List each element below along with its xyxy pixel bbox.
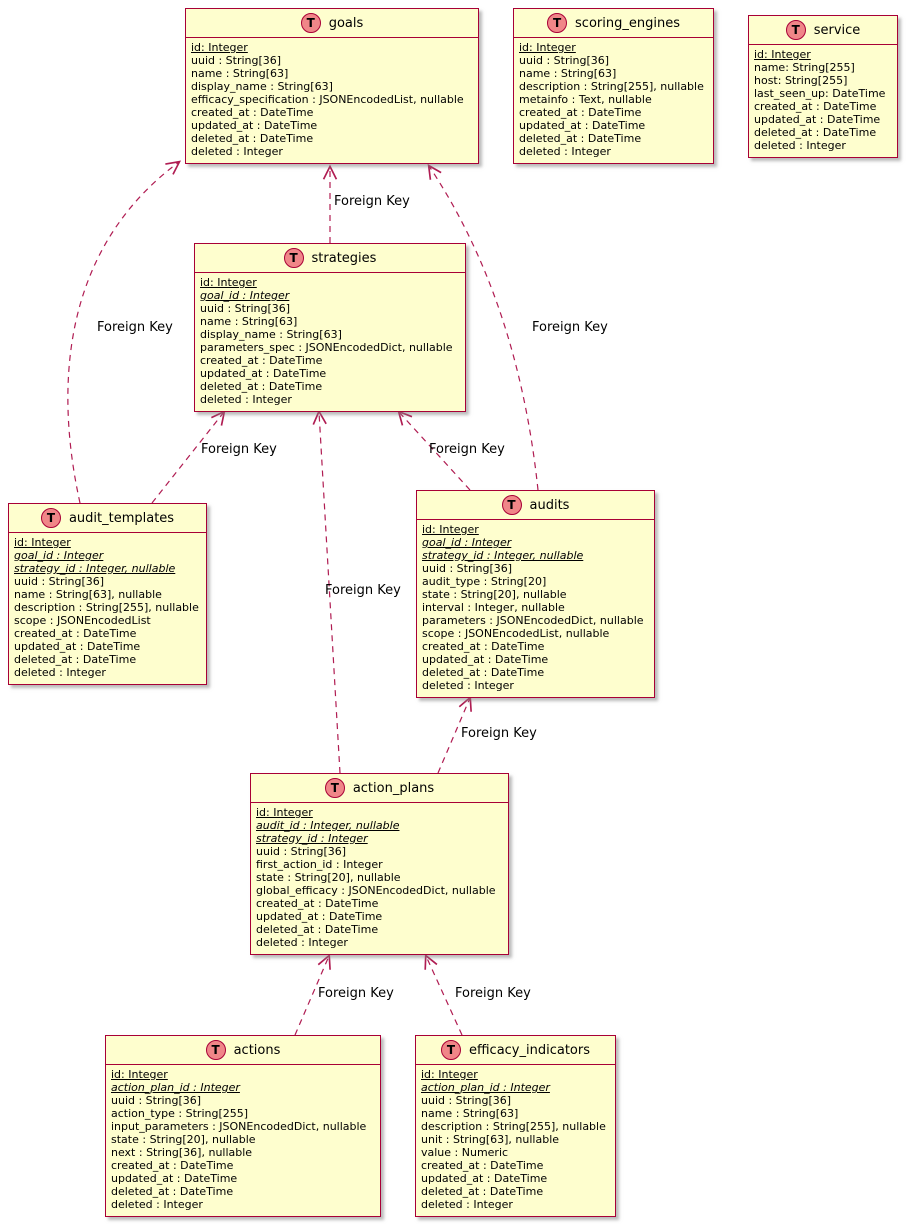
field-row-primary-key: id: Integer xyxy=(422,523,479,536)
field-row: deleted_at : DateTime xyxy=(14,653,137,666)
table-type-icon: T xyxy=(206,1040,226,1060)
field-row: deleted : Integer xyxy=(421,1198,513,1211)
field-row: deleted_at : DateTime xyxy=(421,1185,544,1198)
table-name: actions xyxy=(233,1042,281,1058)
field-row: display_name : String[63] xyxy=(191,80,333,93)
table-fields xyxy=(251,803,508,954)
field-row: deleted_at : DateTime xyxy=(191,132,314,145)
field-row: state : String[20], nullable xyxy=(256,871,401,884)
field-row-foreign-key: strategy_id : Integer xyxy=(256,832,368,845)
table-fields xyxy=(195,273,465,411)
fk-edge-label: Foreign Key xyxy=(97,320,173,335)
table-name: scoring_engines xyxy=(575,15,680,31)
field-row: deleted_at : DateTime xyxy=(200,380,323,393)
table-type-icon: T xyxy=(41,508,61,528)
table-scoring_engines xyxy=(513,8,714,164)
table-efficacy_indicators xyxy=(415,1035,616,1217)
field-row: created_at : DateTime xyxy=(519,106,642,119)
field-row: parameters_spec : JSONEncodedDict, nullable xyxy=(200,341,453,354)
table-service xyxy=(748,15,898,158)
field-row: unit : String[63], nullable xyxy=(421,1133,560,1146)
field-row-primary-key: id: Integer xyxy=(200,276,257,289)
table-type-icon: T xyxy=(547,13,567,33)
field-row: description : String[255], nullable xyxy=(421,1120,606,1133)
table-header xyxy=(749,16,897,45)
table-header xyxy=(416,1036,615,1065)
field-row: name : String[63], nullable xyxy=(14,588,162,601)
field-row: created_at : DateTime xyxy=(421,1159,544,1172)
field-row: updated_at : DateTime xyxy=(421,1172,548,1185)
table-header xyxy=(106,1036,380,1065)
field-row: metainfo : Text, nullable xyxy=(519,93,652,106)
field-row-foreign-key: strategy_id : Integer, nullable xyxy=(422,549,584,562)
table-actions xyxy=(105,1035,381,1217)
table-audit_templates xyxy=(8,503,207,685)
table-fields xyxy=(9,533,206,684)
field-row: created_at : DateTime xyxy=(200,354,323,367)
field-row: name : String[63] xyxy=(191,67,289,80)
field-row: uuid : String[36] xyxy=(422,562,513,575)
field-row-primary-key: id: Integer xyxy=(421,1068,478,1081)
field-row: deleted_at : DateTime xyxy=(754,126,877,139)
field-row: first_action_id : Integer xyxy=(256,858,383,871)
field-row: deleted : Integer xyxy=(111,1198,203,1211)
field-row: parameters : JSONEncodedDict, nullable xyxy=(422,614,644,627)
table-type-icon: T xyxy=(441,1040,461,1060)
field-row: scope : JSONEncodedList, nullable xyxy=(422,627,610,640)
field-row: state : String[20], nullable xyxy=(111,1133,256,1146)
field-row: updated_at : DateTime xyxy=(191,119,318,132)
table-fields xyxy=(417,520,654,697)
table-name: service xyxy=(813,22,861,38)
table-header xyxy=(514,9,713,38)
field-row: next : String[36], nullable xyxy=(111,1146,253,1159)
field-row-primary-key: id: Integer xyxy=(256,806,313,819)
fk-edge-label: Foreign Key xyxy=(429,442,505,457)
field-row: created_at : DateTime xyxy=(422,640,545,653)
table-name: goals xyxy=(328,15,364,31)
field-row: name : String[63] xyxy=(200,315,298,328)
table-fields xyxy=(106,1065,380,1216)
field-row: created_at : DateTime xyxy=(754,100,877,113)
field-row: name: String[255] xyxy=(754,61,855,74)
table-audits xyxy=(416,490,655,698)
field-row: action_type : String[255] xyxy=(111,1107,249,1120)
field-row-foreign-key: action_plan_id : Integer xyxy=(421,1081,550,1094)
table-header xyxy=(417,491,654,520)
table-action_plans xyxy=(250,773,509,955)
field-row: uuid : String[36] xyxy=(200,302,291,315)
field-row-primary-key: id: Integer xyxy=(754,48,811,61)
field-row: updated_at : DateTime xyxy=(519,119,646,132)
table-name: action_plans xyxy=(352,780,435,796)
fk-edge-label: Foreign Key xyxy=(532,320,608,335)
fk-edge-label: Foreign Key xyxy=(461,726,537,741)
field-row: deleted : Integer xyxy=(200,393,292,406)
field-row: deleted : Integer xyxy=(14,666,106,679)
field-row: deleted : Integer xyxy=(519,145,611,158)
field-row: deleted_at : DateTime xyxy=(111,1185,234,1198)
field-row: value : Numeric xyxy=(421,1146,509,1159)
field-row-primary-key: id: Integer xyxy=(111,1068,168,1081)
field-row-foreign-key: strategy_id : Integer, nullable xyxy=(14,562,176,575)
table-fields xyxy=(186,38,478,163)
fk-edge-label: Foreign Key xyxy=(318,986,394,1001)
field-row: created_at : DateTime xyxy=(14,627,137,640)
field-row-primary-key: id: Integer xyxy=(191,41,248,54)
table-type-icon: T xyxy=(325,778,345,798)
field-row: updated_at : DateTime xyxy=(14,640,141,653)
fk-edge-audit_templates-to-strategies xyxy=(152,412,224,503)
field-row: audit_type : String[20] xyxy=(422,575,547,588)
field-row: created_at : DateTime xyxy=(111,1159,234,1172)
table-header xyxy=(251,774,508,803)
field-row: uuid : String[36] xyxy=(14,575,105,588)
table-type-icon: T xyxy=(502,495,522,515)
table-name: strategies xyxy=(311,250,377,266)
field-row-foreign-key: goal_id : Integer xyxy=(14,549,104,562)
field-row-foreign-key: goal_id : Integer xyxy=(422,536,512,549)
field-row: created_at : DateTime xyxy=(191,106,314,119)
field-row: host: String[255] xyxy=(754,74,848,87)
table-header xyxy=(195,244,465,273)
table-header xyxy=(186,9,478,38)
field-row: state : String[20], nullable xyxy=(422,588,567,601)
field-row: deleted : Integer xyxy=(422,679,514,692)
table-name: audits xyxy=(529,497,570,513)
field-row: input_parameters : JSONEncodedDict, nullable xyxy=(111,1120,367,1133)
field-row: created_at : DateTime xyxy=(256,897,379,910)
field-row: deleted_at : DateTime xyxy=(519,132,642,145)
table-name: efficacy_indicators xyxy=(468,1042,591,1058)
field-row: scope : JSONEncodedList xyxy=(14,614,151,627)
field-row: description : String[255], nullable xyxy=(519,80,704,93)
field-row: name : String[63] xyxy=(421,1107,519,1120)
table-type-icon: T xyxy=(301,13,321,33)
field-row: updated_at : DateTime xyxy=(111,1172,238,1185)
field-row: updated_at : DateTime xyxy=(256,910,383,923)
fk-edge-label: Foreign Key xyxy=(201,442,277,457)
field-row: efficacy_specification : JSONEncodedList, nullable xyxy=(191,93,464,106)
table-fields xyxy=(416,1065,615,1216)
field-row: uuid : String[36] xyxy=(519,54,610,67)
field-row: uuid : String[36] xyxy=(421,1094,512,1107)
field-row: uuid : String[36] xyxy=(256,845,347,858)
table-strategies xyxy=(194,243,466,412)
field-row: updated_at : DateTime xyxy=(754,113,881,126)
field-row: updated_at : DateTime xyxy=(422,653,549,666)
field-row: interval : Integer, nullable xyxy=(422,601,565,614)
fk-edge-label: Foreign Key xyxy=(455,986,531,1001)
field-row: global_efficacy : JSONEncodedDict, nullable xyxy=(256,884,496,897)
field-row-primary-key: id: Integer xyxy=(519,41,576,54)
field-row: deleted_at : DateTime xyxy=(422,666,545,679)
fk-edge-label: Foreign Key xyxy=(334,194,410,209)
field-row: name : String[63] xyxy=(519,67,617,80)
field-row: deleted : Integer xyxy=(256,936,348,949)
field-row-primary-key: id: Integer xyxy=(14,536,71,549)
table-type-icon: T xyxy=(786,20,806,40)
field-row: uuid : String[36] xyxy=(111,1094,202,1107)
table-type-icon: T xyxy=(284,248,304,268)
table-name: audit_templates xyxy=(68,510,175,526)
field-row: deleted_at : DateTime xyxy=(256,923,379,936)
field-row: deleted : Integer xyxy=(754,139,846,152)
table-goals xyxy=(185,8,479,164)
fk-edge-label: Foreign Key xyxy=(325,583,401,598)
field-row: deleted : Integer xyxy=(191,145,283,158)
table-fields xyxy=(514,38,713,163)
table-header xyxy=(9,504,206,533)
field-row: updated_at : DateTime xyxy=(200,367,327,380)
field-row-foreign-key: action_plan_id : Integer xyxy=(111,1081,240,1094)
field-row: display_name : String[63] xyxy=(200,328,342,341)
field-row: uuid : String[36] xyxy=(191,54,282,67)
field-row: last_seen_up: DateTime xyxy=(754,87,886,100)
table-fields xyxy=(749,45,897,157)
field-row: description : String[255], nullable xyxy=(14,601,199,614)
field-row-foreign-key: audit_id : Integer, nullable xyxy=(256,819,400,832)
field-row-foreign-key: goal_id : Integer xyxy=(200,289,290,302)
